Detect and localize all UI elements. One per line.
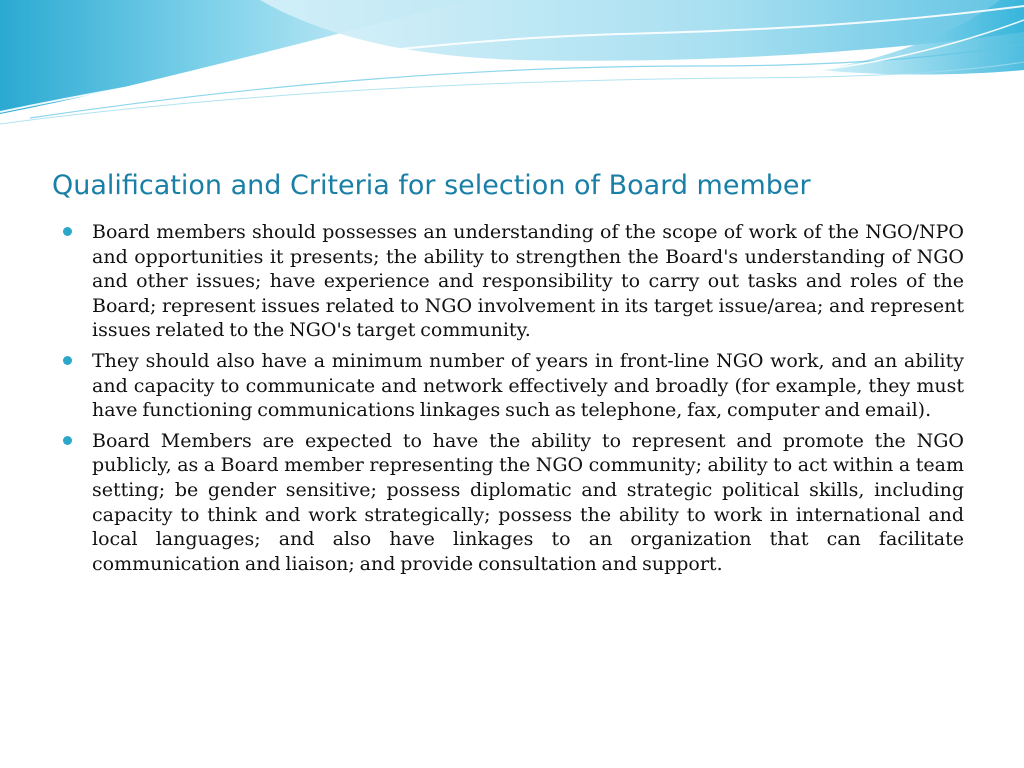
bullet-dot-icon (63, 356, 72, 365)
bullet-item (62, 220, 964, 343)
slide-title: Qualification and Criteria for selection of Board member (52, 170, 811, 201)
bullet-dot-icon (63, 227, 72, 236)
bullet-item (62, 429, 964, 577)
header-wave-decoration (0, 0, 1024, 130)
bullet-item (62, 349, 964, 423)
bullet-text: Board Members are expected to have the ability to represent and promote the NGO publicly, as a Board member representing the NGO community; ability to act within a team setting; be gender sensitive; possess diplomatic and strategic political skills, including capacity to think and work strategically; possess the ability to work in international and local languages; and also have linkages to an organization that can facilitate communication and liaison; and provide consultation and support. (92, 429, 964, 575)
bullet-dot-icon (63, 436, 72, 445)
bullet-text: Board members should possesses an understanding of the scope of work of the NGO/NPO and opportunities it presents; the ability to strengthen the Board's understanding of NGO and other issues; have experience and responsibility to carry out tasks and roles of the Board; represent issues related to NGO involvement in its target issue/area; and represent issues related to the NGO's target community. (92, 221, 964, 342)
bullet-list (62, 220, 964, 582)
bullet-text: They should also have a minimum number of years in front-line NGO work, and an ability and capacity to communicate and network effectively and broadly (for example, they must have functioning communications linkages such as telephone, fax, computer and email). (92, 349, 964, 422)
